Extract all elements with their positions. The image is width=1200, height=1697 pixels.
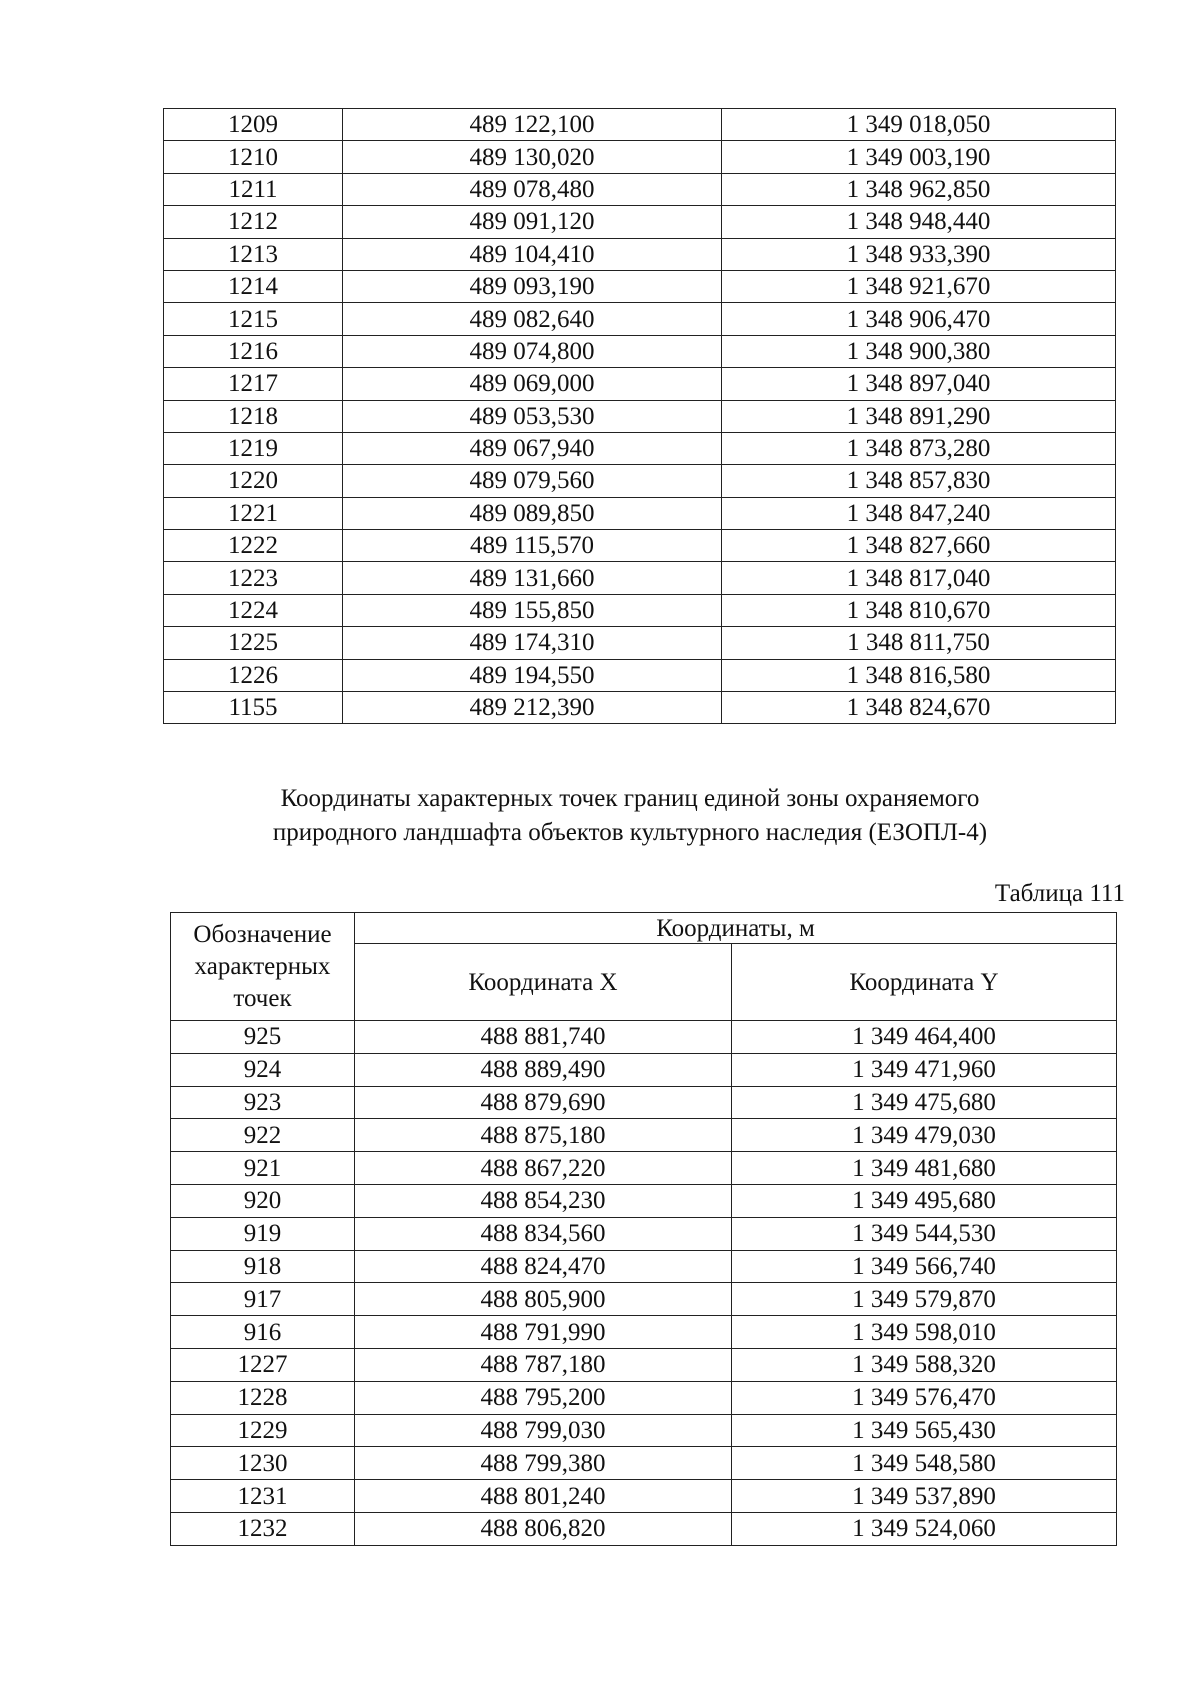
coord-x-cell: 488 806,820 — [355, 1512, 732, 1545]
point-id-cell: 1217 — [164, 368, 343, 400]
table-row — [171, 1348, 1117, 1381]
coord-y-cell: 1 349 565,430 — [732, 1414, 1117, 1447]
coord-x-cell: 488 854,230 — [355, 1184, 732, 1217]
table-row — [164, 400, 1116, 432]
point-id-cell: 925 — [171, 1021, 355, 1054]
coord-y-cell: 1 348 810,670 — [722, 594, 1116, 626]
table-row — [171, 1480, 1117, 1513]
coord-y-cell: 1 348 847,240 — [722, 497, 1116, 529]
point-id-cell: 1226 — [164, 659, 343, 691]
coord-y-cell: 1 349 524,060 — [732, 1512, 1117, 1545]
coord-y-cell: 1 349 537,890 — [732, 1480, 1117, 1513]
point-id-cell: 918 — [171, 1250, 355, 1283]
table-row — [171, 1021, 1117, 1054]
coord-x-cell: 488 791,990 — [355, 1316, 732, 1349]
table-row — [164, 238, 1116, 270]
point-id-cell: 923 — [171, 1086, 355, 1119]
coord-x-cell: 488 799,380 — [355, 1447, 732, 1480]
table-row — [164, 497, 1116, 529]
coord-x-cell: 489 078,480 — [343, 173, 722, 205]
point-id-cell: 924 — [171, 1053, 355, 1086]
coord-y-cell: 1 349 495,680 — [732, 1184, 1117, 1217]
table-number-label: Таблица 111 — [994, 880, 1125, 907]
table-row — [164, 109, 1116, 141]
point-id-cell: 921 — [171, 1152, 355, 1185]
point-id-cell: 1218 — [164, 400, 343, 432]
table-row — [171, 1217, 1117, 1250]
section-title — [180, 782, 1080, 850]
table-row — [164, 562, 1116, 594]
table-row — [171, 1184, 1117, 1217]
point-id-cell: 1232 — [171, 1512, 355, 1545]
header-coord-y: Координата Y — [732, 944, 1117, 1021]
coord-y-cell: 1 349 479,030 — [732, 1119, 1117, 1152]
point-id-cell: 1231 — [171, 1480, 355, 1513]
coord-y-cell: 1 349 598,010 — [732, 1316, 1117, 1349]
point-id-cell: 1220 — [164, 465, 343, 497]
coord-y-cell: 1 348 857,830 — [722, 465, 1116, 497]
table-row — [164, 368, 1116, 400]
coord-y-cell: 1 349 471,960 — [732, 1053, 1117, 1086]
coord-x-cell: 489 069,000 — [343, 368, 722, 400]
coord-y-cell: 1 348 900,380 — [722, 335, 1116, 367]
coord-y-cell: 1 349 018,050 — [722, 109, 1116, 141]
point-id-cell: 1230 — [171, 1447, 355, 1480]
coord-x-cell: 488 834,560 — [355, 1217, 732, 1250]
coord-x-cell: 489 194,550 — [343, 659, 722, 691]
coord-x-cell: 488 889,490 — [355, 1053, 732, 1086]
coord-x-cell: 489 091,120 — [343, 206, 722, 238]
point-id-cell: 1214 — [164, 270, 343, 302]
table-row — [171, 1283, 1117, 1316]
coord-x-cell: 489 212,390 — [343, 692, 722, 724]
coord-y-cell: 1 348 948,440 — [722, 206, 1116, 238]
coord-x-cell: 488 801,240 — [355, 1480, 732, 1513]
table-row — [171, 1414, 1117, 1447]
coord-y-cell: 1 348 811,750 — [722, 627, 1116, 659]
section-title-line-1: Координаты характерных точек границ единой зоны охраняемого — [280, 785, 980, 812]
point-id-cell: 1224 — [164, 594, 343, 626]
header-coordinates: Координаты, м — [355, 913, 1117, 944]
table-row — [171, 1447, 1117, 1480]
coordinates-table-continued — [163, 108, 1116, 724]
coord-y-cell: 1 348 897,040 — [722, 368, 1116, 400]
table-row — [164, 692, 1116, 724]
point-id-cell: 1210 — [164, 141, 343, 173]
coord-y-cell: 1 348 906,470 — [722, 303, 1116, 335]
table-row — [164, 206, 1116, 238]
coord-y-cell: 1 349 566,740 — [732, 1250, 1117, 1283]
point-id-cell: 1211 — [164, 173, 343, 205]
coord-y-cell: 1 349 003,190 — [722, 141, 1116, 173]
coord-y-cell: 1 348 962,850 — [722, 173, 1116, 205]
coord-y-cell: 1 348 827,660 — [722, 530, 1116, 562]
coord-x-cell: 488 879,690 — [355, 1086, 732, 1119]
table-row — [164, 335, 1116, 367]
coord-y-cell: 1 349 464,400 — [732, 1021, 1117, 1054]
coord-x-cell: 488 875,180 — [355, 1119, 732, 1152]
coord-y-cell: 1 349 548,580 — [732, 1447, 1117, 1480]
table-row — [164, 627, 1116, 659]
point-id-cell: 919 — [171, 1217, 355, 1250]
table-row — [171, 1086, 1117, 1119]
coord-y-cell: 1 349 544,530 — [732, 1217, 1117, 1250]
coord-x-cell: 489 067,940 — [343, 432, 722, 464]
table-row — [164, 173, 1116, 205]
coord-x-cell: 489 053,530 — [343, 400, 722, 432]
coord-x-cell: 489 122,100 — [343, 109, 722, 141]
point-id-cell: 1215 — [164, 303, 343, 335]
table-row — [171, 1053, 1117, 1086]
table-row — [171, 1152, 1117, 1185]
coord-y-cell: 1 349 588,320 — [732, 1348, 1117, 1381]
table-row — [164, 141, 1116, 173]
coord-y-cell: 1 349 475,680 — [732, 1086, 1117, 1119]
table-row — [164, 432, 1116, 464]
coord-x-cell: 489 089,850 — [343, 497, 722, 529]
table-row — [164, 270, 1116, 302]
point-id-cell: 1155 — [164, 692, 343, 724]
section-title-line-2: природного ландшафта объектов культурного наследия (ЕЗОПЛ-4) — [272, 819, 988, 846]
point-id-cell: 917 — [171, 1283, 355, 1316]
coord-x-cell: 488 795,200 — [355, 1381, 732, 1414]
table-row — [164, 530, 1116, 562]
point-id-cell: 920 — [171, 1184, 355, 1217]
point-id-cell: 1221 — [164, 497, 343, 529]
point-id-cell: 1228 — [171, 1381, 355, 1414]
coord-y-cell: 1 349 481,680 — [732, 1152, 1117, 1185]
table-row — [171, 1119, 1117, 1152]
coord-x-cell: 489 082,640 — [343, 303, 722, 335]
table-row — [164, 594, 1116, 626]
coord-y-cell: 1 348 817,040 — [722, 562, 1116, 594]
header-point-designation: Обозначение характерных точек — [171, 913, 355, 1021]
coordinates-table-111 — [170, 912, 1117, 1546]
coord-y-cell: 1 349 579,870 — [732, 1283, 1117, 1316]
coord-y-cell: 1 348 891,290 — [722, 400, 1116, 432]
coord-x-cell: 488 799,030 — [355, 1414, 732, 1447]
coord-x-cell: 488 881,740 — [355, 1021, 732, 1054]
point-id-cell: 922 — [171, 1119, 355, 1152]
coord-y-cell: 1 348 873,280 — [722, 432, 1116, 464]
point-id-cell: 1229 — [171, 1414, 355, 1447]
coord-y-cell: 1 348 921,670 — [722, 270, 1116, 302]
coord-x-cell: 488 805,900 — [355, 1283, 732, 1316]
table-row — [164, 465, 1116, 497]
point-id-cell: 1219 — [164, 432, 343, 464]
coord-x-cell: 489 074,800 — [343, 335, 722, 367]
point-id-cell: 1222 — [164, 530, 343, 562]
coord-x-cell: 489 131,660 — [343, 562, 722, 594]
coord-x-cell: 488 867,220 — [355, 1152, 732, 1185]
table-row — [171, 1316, 1117, 1349]
coord-x-cell: 489 155,850 — [343, 594, 722, 626]
point-id-cell: 1216 — [164, 335, 343, 367]
point-id-cell: 1227 — [171, 1348, 355, 1381]
coord-x-cell: 489 130,020 — [343, 141, 722, 173]
table-row — [171, 1250, 1117, 1283]
header-coord-x: Координата X — [355, 944, 732, 1021]
coord-x-cell: 489 079,560 — [343, 465, 722, 497]
coord-x-cell: 489 093,190 — [343, 270, 722, 302]
point-id-cell: 1212 — [164, 206, 343, 238]
point-id-cell: 916 — [171, 1316, 355, 1349]
coord-y-cell: 1 348 933,390 — [722, 238, 1116, 270]
table-row — [171, 1381, 1117, 1414]
point-id-cell: 1225 — [164, 627, 343, 659]
point-id-cell: 1209 — [164, 109, 343, 141]
coord-x-cell: 488 824,470 — [355, 1250, 732, 1283]
table-row — [171, 1512, 1117, 1545]
coord-x-cell: 488 787,180 — [355, 1348, 732, 1381]
coord-x-cell: 489 174,310 — [343, 627, 722, 659]
point-id-cell: 1213 — [164, 238, 343, 270]
coord-y-cell: 1 349 576,470 — [732, 1381, 1117, 1414]
coord-y-cell: 1 348 824,670 — [722, 692, 1116, 724]
coord-x-cell: 489 104,410 — [343, 238, 722, 270]
point-id-cell: 1223 — [164, 562, 343, 594]
table-row — [164, 303, 1116, 335]
coord-x-cell: 489 115,570 — [343, 530, 722, 562]
coord-y-cell: 1 348 816,580 — [722, 659, 1116, 691]
table-row — [164, 659, 1116, 691]
